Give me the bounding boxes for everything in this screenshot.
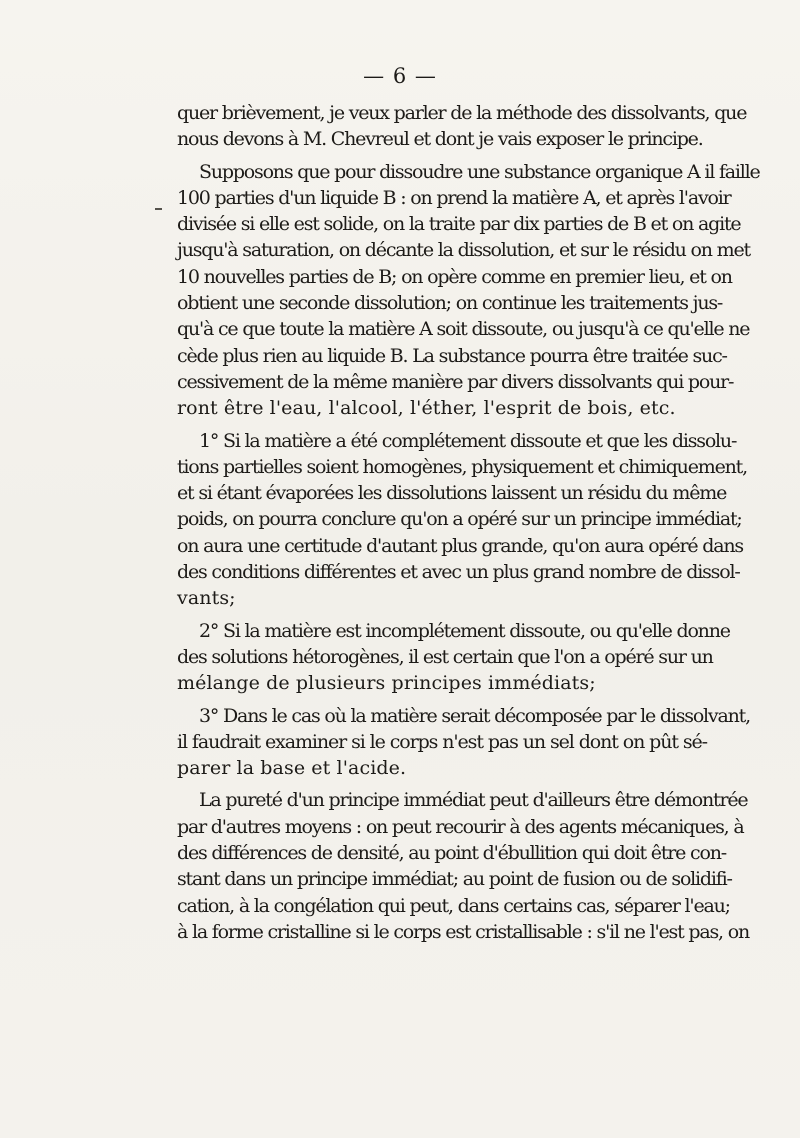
text-line: on aura une certitude d'autant plus grande, qu'on aura opéré dans bbox=[177, 534, 743, 557]
text-line: 2° Si la matière est incomplétement dissoute, ou qu'elle donne bbox=[199, 619, 730, 642]
text-line: jusqu'à saturation, on décante la dissolution, et sur le résidu on met bbox=[177, 239, 750, 262]
margin-mark bbox=[155, 208, 162, 210]
text-line: quer brièvement, je veux parler de la méthode des dissolvants, que bbox=[177, 102, 747, 124]
text-line: obtient une seconde dissolution; on continue les traitements jus- bbox=[177, 292, 723, 315]
text-line: divisée si elle est solide, on la traite par dix parties de B et on agite bbox=[177, 213, 741, 236]
text-line: tions partielles soient homogènes, physiquement et chimiquement, bbox=[177, 455, 747, 478]
page-number: — 6 — bbox=[363, 64, 437, 88]
text-line: et si étant évaporées les dissolutions laissent un résidu du même bbox=[177, 482, 727, 505]
text-line: mélange de plusieurs principes immédiats; bbox=[177, 672, 596, 695]
text-line: des solutions hétorogènes, il est certain que l'on a opéré sur un bbox=[177, 645, 713, 668]
text-line: des conditions différentes et avec un plus grand nombre de dissol- bbox=[177, 561, 740, 584]
paragraph-purity bbox=[177, 787, 749, 945]
paragraph-case-1 bbox=[177, 428, 747, 612]
text-line: à la forme cristalline si le corps est cristallisable : s'il ne l'est pas, on bbox=[177, 920, 749, 943]
paragraph-method bbox=[177, 159, 760, 422]
paragraph-case-3 bbox=[177, 703, 750, 782]
text-line: cessivement de la même manière par divers dissolvants qui pour- bbox=[177, 370, 734, 393]
text-line: Supposons que pour dissoudre une substance organique A il faille bbox=[199, 160, 760, 183]
text-line: nous devons à M. Chevreul et dont je vais exposer le principe. bbox=[177, 128, 703, 151]
text-line: poids, on pourra conclure qu'on a opéré sur un principe immédiat; bbox=[177, 508, 742, 531]
text-line: 100 parties d'un liquide B : on prend la matière A, et après l'avoir bbox=[177, 186, 731, 209]
text-line: il faudrait examiner si le corps n'est pas un sel dont on pût sé- bbox=[177, 730, 707, 753]
text-line: 3° Dans le cas où la matière serait décomposée par le dissolvant, bbox=[199, 704, 750, 727]
text-line: vants; bbox=[177, 587, 236, 610]
paragraph-continuation bbox=[177, 100, 747, 153]
body-text bbox=[177, 100, 760, 945]
paragraph-case-2 bbox=[177, 618, 730, 697]
text-line: par d'autres moyens : on peut recourir à des agents mécaniques, à bbox=[177, 815, 744, 838]
text-line: des différences de densité, au point d'ébullition qui doit être con- bbox=[177, 842, 726, 865]
text-line: qu'à ce que toute la matière A soit dissoute, ou jusqu'à ce qu'elle ne bbox=[177, 318, 750, 341]
text-line: parer la base et l'acide. bbox=[177, 757, 407, 780]
text-line: 10 nouvelles parties de B; on opère comme en premier lieu, et on bbox=[177, 265, 732, 288]
text-line: ront être l'eau, l'alcool, l'éther, l'esprit de bois, etc. bbox=[177, 397, 676, 420]
text-line: cède plus rien au liquide B. La substance pourra être traitée suc- bbox=[177, 344, 727, 367]
text-line: cation, à la congélation qui peut, dans certains cas, séparer l'eau; bbox=[177, 894, 730, 917]
text-line: stant dans un principe immédiat; au point de fusion ou de solidifi- bbox=[177, 868, 732, 891]
text-line: 1° Si la matière a été complétement dissoute et que les dissolu- bbox=[199, 429, 737, 452]
text-line: La pureté d'un principe immédiat peut d'ailleurs être démontrée bbox=[199, 789, 748, 812]
